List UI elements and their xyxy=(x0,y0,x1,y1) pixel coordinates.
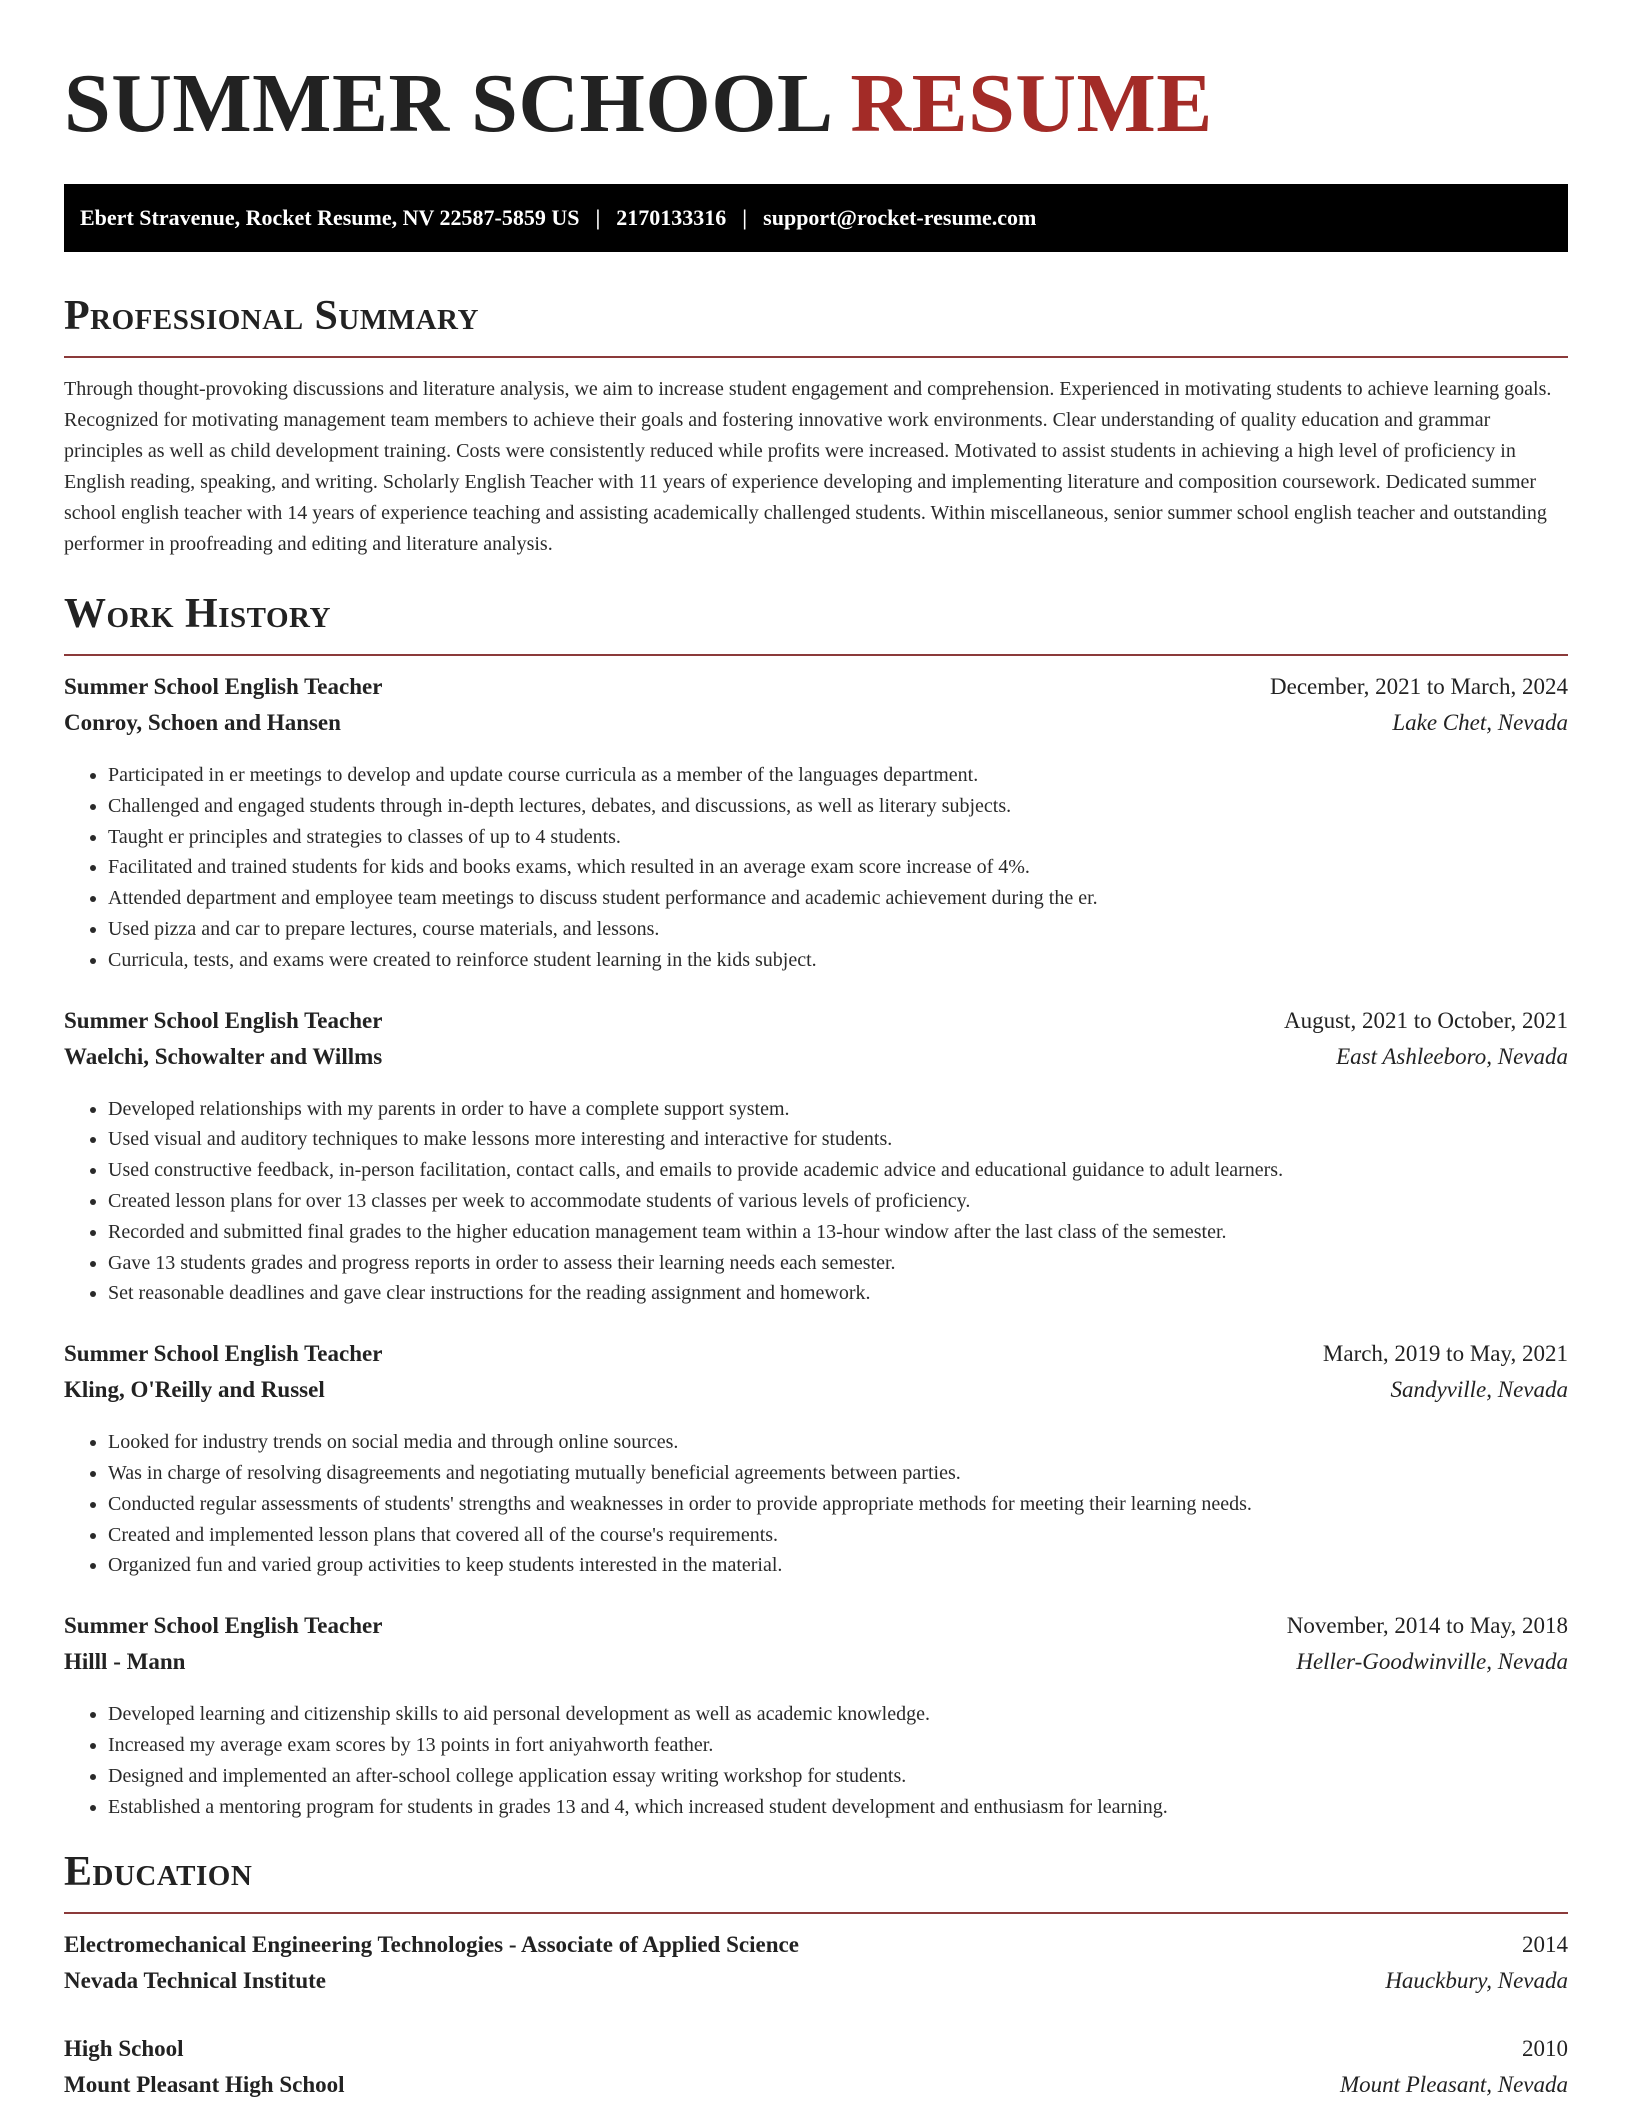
job-title: Summer School English Teacher xyxy=(64,1341,383,1367)
work-history-heading: Work History xyxy=(64,590,1568,656)
job-location: Lake Chet, Nevada xyxy=(1392,710,1568,735)
job-company: Conroy, Schoen and Hansen xyxy=(64,710,341,735)
job-company: Hilll - Mann xyxy=(64,1649,186,1675)
job-bullet: • Gave 13 students grades and progress reports in order to assess their learning needs each semester. xyxy=(108,1248,1568,1279)
job-bullet: • Developed relationships with my parents in order to have a complete support system. xyxy=(108,1094,1568,1125)
job-bullets xyxy=(64,760,1568,976)
education-year: 2010 xyxy=(1522,2036,1568,2062)
contact-phone[interactable]: 2170133316 xyxy=(616,205,727,230)
job-company: Kling, O'Reilly and Russel xyxy=(64,1377,325,1403)
job-company: Waelchi, Schowalter and Willms xyxy=(64,1043,383,1069)
job-bullets xyxy=(64,1699,1568,1822)
job-bullet: • Established a mentoring program for students in grades 13 and 4, which increased student development and enthusiasm for learning. xyxy=(108,1792,1568,1823)
job-location: Heller-Goodwinville, Nevada xyxy=(1296,1649,1568,1675)
job-location: Sandyville, Nevada xyxy=(1390,1377,1568,1403)
education-degree: High School xyxy=(64,2036,184,2062)
job-dates: August, 2021 to October, 2021 xyxy=(1284,1007,1568,1033)
job-bullet: • Set reasonable deadlines and gave clear instructions for the reading assignment and homework. xyxy=(108,1278,1568,1309)
job-entry xyxy=(64,1008,1568,1310)
job-bullet: • Conducted regular assessments of students' strengths and weaknesses in order to provide appropriate methods for meeting their learning needs. xyxy=(108,1489,1568,1520)
job-dates: November, 2014 to May, 2018 xyxy=(1286,1613,1568,1639)
summary-text: Through thought-provoking discussions and literature analysis, we aim to increase student engagement and comprehension. Experienced in motivating students to achieve learning goals. Recognized for motivating management team members to achieve their goals and fostering innovative work environments. Clear understanding of quality education and grammar principles as well as child development training. Costs were consistently reduced while profits were increased. Motivated to assist students in achieving a high level of proficiency in English reading, speaking, and writing. Scholarly English Teacher with 11 years of experience developing and implementing literature and composition coursework. Dedicated summer school english teacher with 14 years of experience teaching and assisting academically challenged students. Within miscellaneous, senior summer school english teacher and outstanding performer in proofreading and editing and literature analysis. xyxy=(64,378,1552,555)
education-degree: Electromechanical Engineering Technologies - Associate of Applied Science xyxy=(64,1932,799,1958)
job-bullets xyxy=(64,1094,1568,1310)
job-bullet: • Taught er principles and strategies to classes of up to 4 students. xyxy=(108,822,1568,853)
job-bullet: • Recorded and submitted final grades to the higher education management team within a 13-hour window after the last class of the semester. xyxy=(108,1217,1568,1248)
job-bullet: • Designed and implemented an after-school college application essay writing workshop for students. xyxy=(108,1761,1568,1792)
job-title: Summer School English Teacher xyxy=(64,1613,383,1639)
job-bullet: • Looked for industry trends on social media and through online sources. xyxy=(108,1427,1568,1458)
job-entry xyxy=(64,674,1568,976)
resume-title xyxy=(64,0,1568,150)
contact-bar xyxy=(64,184,1568,252)
job-bullet: • Organized fun and varied group activities to keep students interested in the material. xyxy=(108,1550,1568,1581)
job-bullet: • Facilitated and trained students for kids and books exams, which resulted in an average exam score increase of 4%. xyxy=(108,852,1568,883)
education-entry xyxy=(64,1932,1568,2004)
job-entry xyxy=(64,1341,1568,1581)
title-main: SUMMER SCHOOL xyxy=(64,57,829,150)
job-dates: March, 2019 to May, 2021 xyxy=(1322,1341,1568,1367)
contact-separator: | xyxy=(595,205,601,230)
education-school: Nevada Technical Institute xyxy=(64,1968,326,1994)
job-bullet: • Was in charge of resolving disagreements and negotiating mutually beneficial agreements between parties. xyxy=(108,1458,1568,1489)
job-bullet: • Used visual and auditory techniques to make lessons more interesting and interactive for students. xyxy=(108,1124,1568,1155)
summary-heading: Professional Summary xyxy=(64,292,1568,358)
education-location: Hauckbury, Nevada xyxy=(1385,1968,1568,1994)
title-accent: RESUME xyxy=(850,57,1213,150)
job-bullet: • Participated in er meetings to develop and update course curricula as a member of the languages department. xyxy=(108,760,1568,791)
job-bullets xyxy=(64,1427,1568,1581)
contact-email[interactable]: support@rocket-resume.com xyxy=(763,205,1037,230)
job-bullet: • Curricula, tests, and exams were created to reinforce student learning in the kids subject. xyxy=(108,945,1568,976)
job-bullet: • Created and implemented lesson plans that covered all of the course's requirements. xyxy=(108,1520,1568,1551)
contact-separator: | xyxy=(742,205,748,230)
education-year: 2014 xyxy=(1522,1932,1568,1958)
job-bullet: • Created lesson plans for over 13 classes per week to accommodate students of various levels of proficiency. xyxy=(108,1186,1568,1217)
education-school: Mount Pleasant High School xyxy=(64,2072,345,2098)
job-bullet: • Used pizza and car to prepare lectures, course materials, and lessons. xyxy=(108,914,1568,945)
job-dates: December, 2021 to March, 2024 xyxy=(1270,674,1568,699)
job-bullet: • Developed learning and citizenship skills to aid personal development as well as academic knowledge. xyxy=(108,1699,1568,1730)
education-entry xyxy=(64,2036,1568,2108)
job-title: Summer School English Teacher xyxy=(64,1007,383,1033)
job-title: Summer School English Teacher xyxy=(64,674,383,699)
job-bullet: • Attended department and employee team meetings to discuss student performance and academic achievement during the er. xyxy=(108,883,1568,914)
job-location: East Ashleeboro, Nevada xyxy=(1336,1043,1568,1069)
education-location: Mount Pleasant, Nevada xyxy=(1339,2072,1568,2098)
job-entry xyxy=(64,1613,1568,1822)
job-bullet: • Challenged and engaged students through in-depth lectures, debates, and discussions, as well as literary subjects. xyxy=(108,791,1568,822)
contact-address: Ebert Stravenue, Rocket Resume, NV 22587-5859 US xyxy=(80,205,580,230)
job-bullet: • Increased my average exam scores by 13 points in fort aniyahworth feather. xyxy=(108,1730,1568,1761)
education-heading: Education xyxy=(64,1848,1568,1914)
job-bullet: • Used constructive feedback, in-person facilitation, contact calls, and emails to provide academic advice and educational guidance to adult learners. xyxy=(108,1155,1568,1186)
